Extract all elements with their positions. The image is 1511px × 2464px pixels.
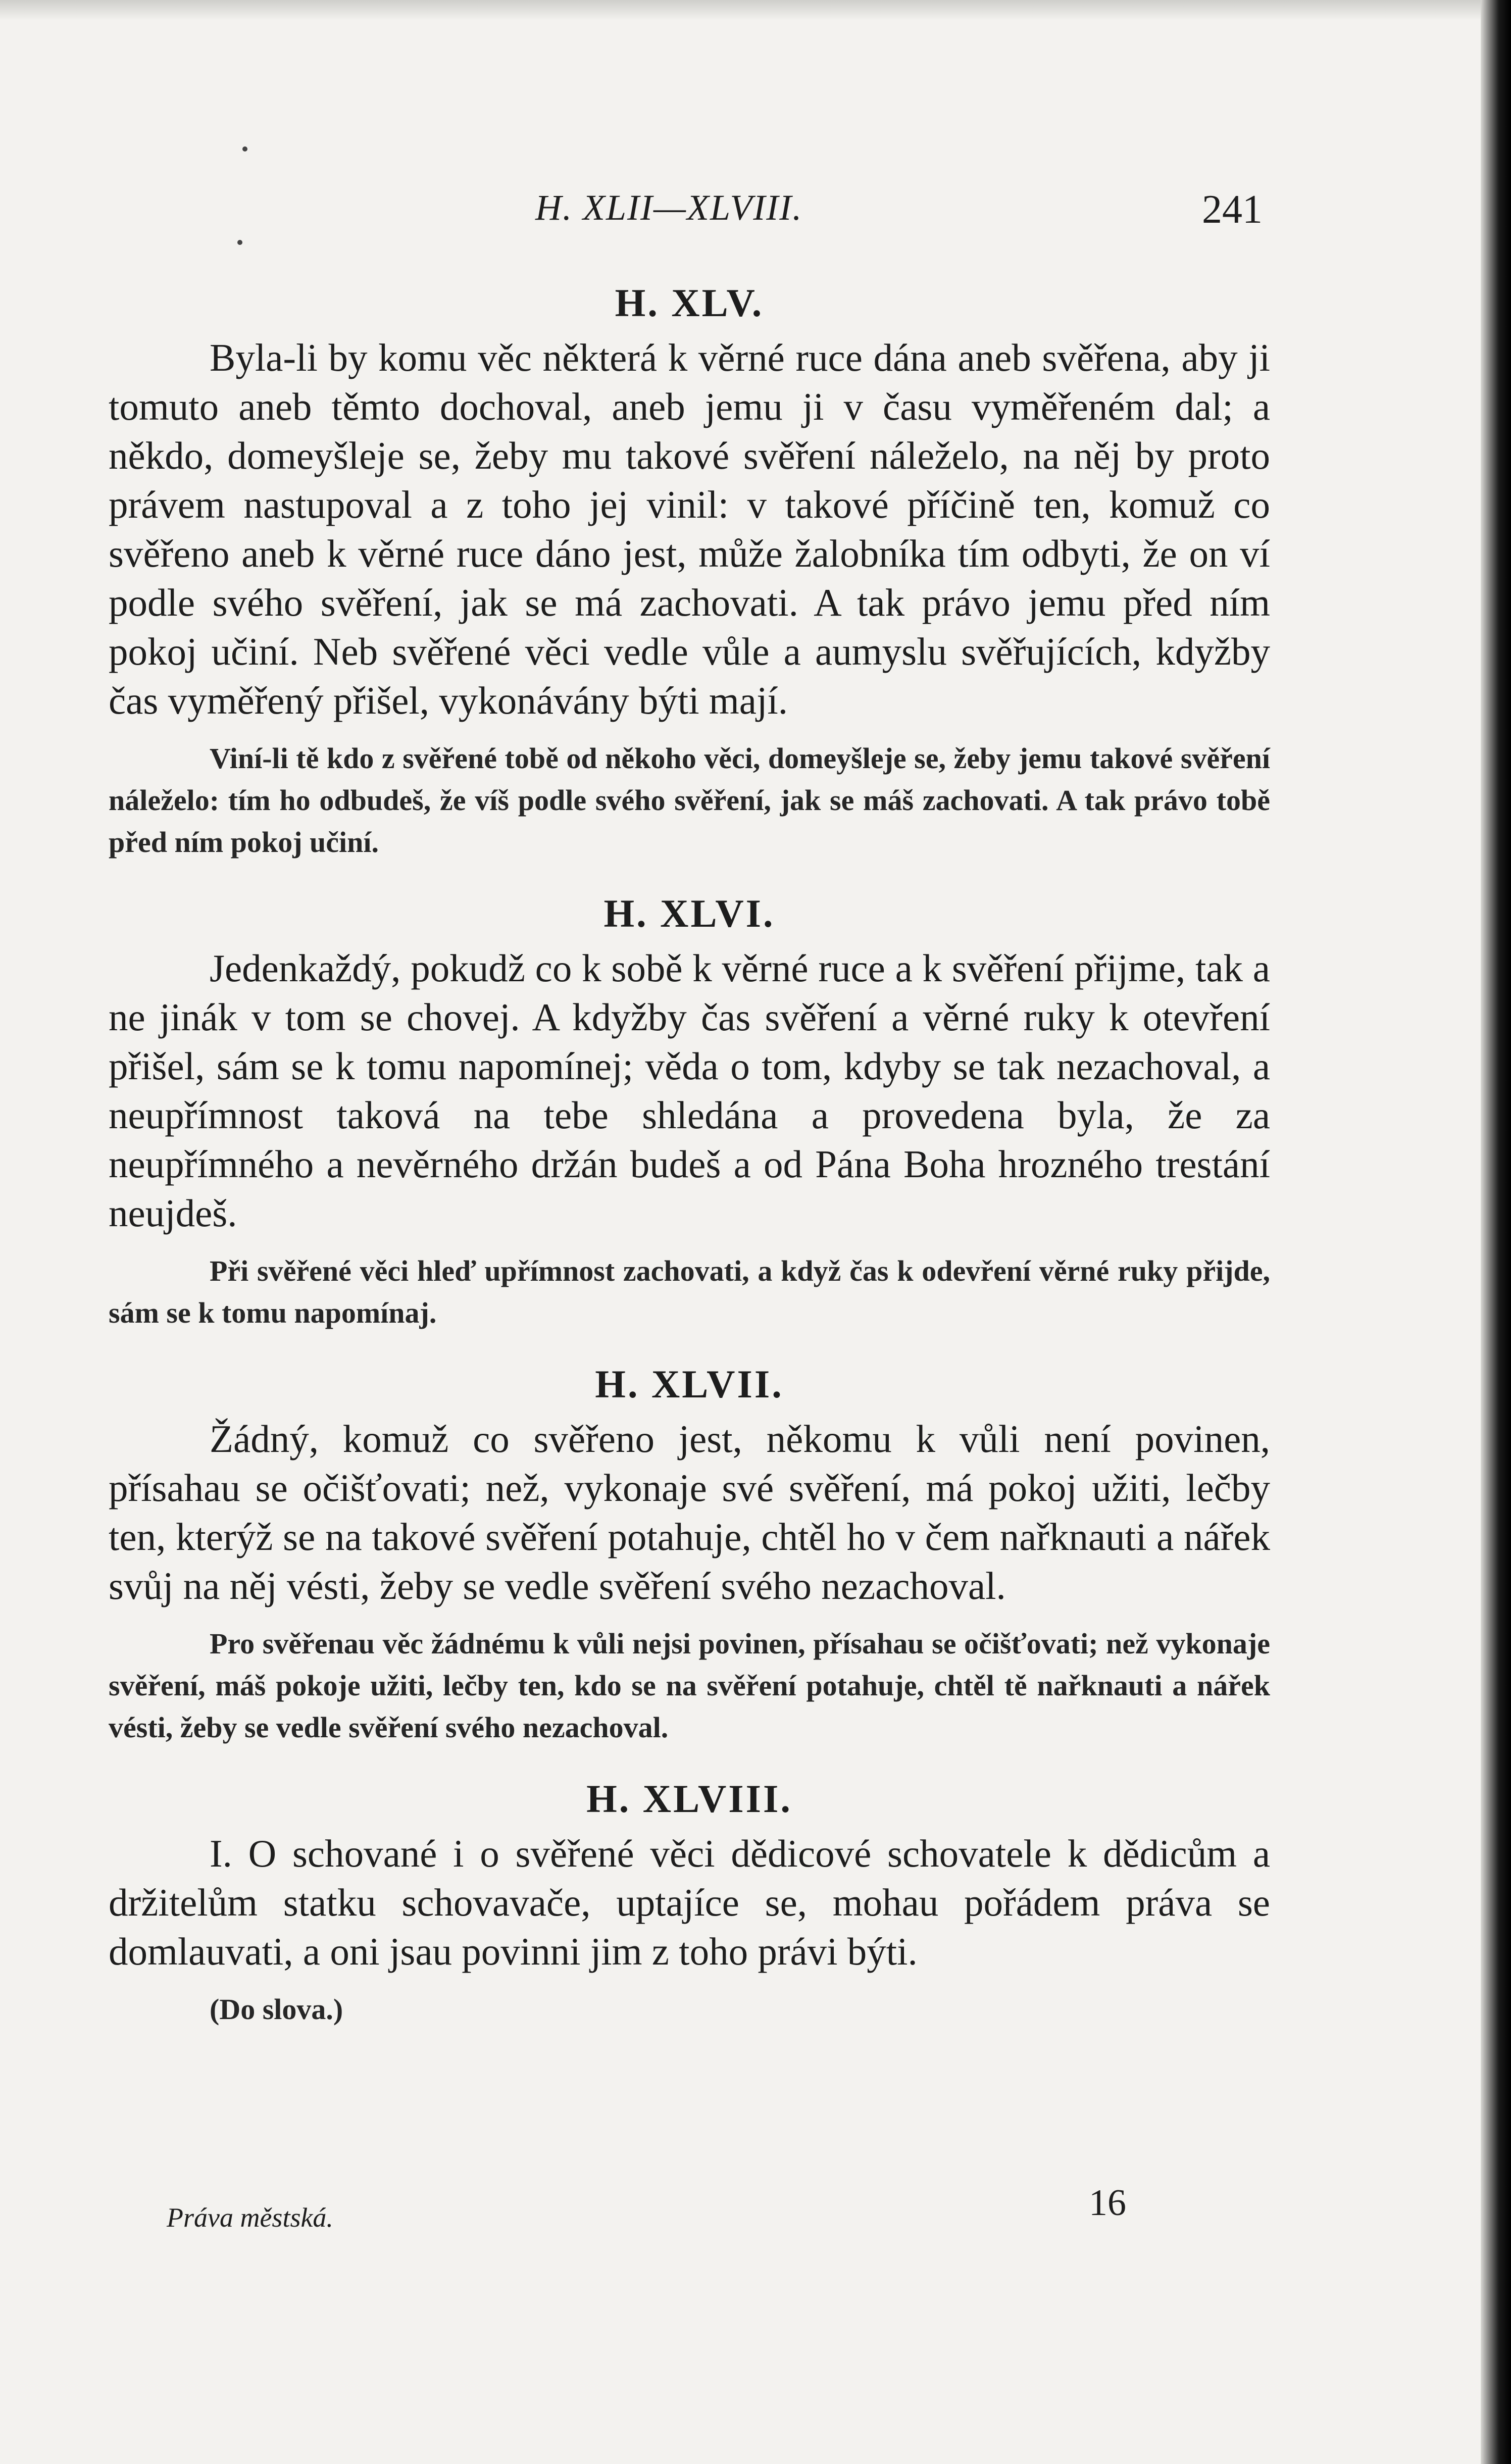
page-body: [109, 273, 1270, 2030]
section-text: Jedenkaždý, pokudž co k sobě k věrné ruce a k svěření přijme, tak a ne jinák v tom se chovej. A kdyžby čas svěření a věrné ruky k otevření přišel, sám se k tomu napomínej; věda o tom, kdyby se tak nezachoval, a neupřímnost taková na tebe shledána a provedena byla, že za neupřímného a nevěrného držán budeš a od Pána Boha hrozného trestání neujdeš.: [109, 946, 1270, 1235]
section-heading: H. XLVIII.: [586, 1777, 792, 1821]
closing-note: (Do slova.): [210, 1993, 343, 2026]
section-text: Byla-li by komu věc některá k věrné ruce dána aneb svěřena, aby ji tomuto aneb těmto dochoval, aneb jemu ji v času vyměřeném dal; a někdo, domeyšleje se, žeby mu takové svěření náleželo, na něj by proto právem nastupoval a z toho jej vinil: v takové příčině ten, komuž co svěřeno aneb k věrné ruce dáno jest, může žalobníka tím odbyti, že on ví podle svého svěření, jak se má zachovati. A tak právo jemu před ním pokoj učiní. Neb svěřené věci vedle vůle a aumyslu svěřujících, kdyžby čas vyměřený přišel, vykonávány býti mají.: [109, 336, 1270, 722]
page-top-edge: [0, 0, 1511, 20]
section-heading: H. XLVII.: [595, 1362, 784, 1406]
section-text: Žádný, komuž co svěřeno jest, někomu k vůli není povinen, přísahau se očišťovati; než, vykonaje své svěření, má pokoj užiti, lečby ten, kterýž se na takové svěření potahuje, chtěl ho v čem nařknauti a nářek svůj na něj vésti, žeby se vedle svěření svého nezachoval.: [109, 1417, 1270, 1607]
section-note: Viní-li tě kdo z svěřené tobě od někoho věci, domeyšleje se, žeby jemu takové svěření náleželo: tím ho odbudeš, že víš podle svého svěření, jak se máš zachovati. A tak právo tobě před ním pokoj učiní.: [109, 742, 1270, 859]
page-header: [535, 182, 1263, 242]
speck: [242, 146, 247, 152]
source-title: Práva městská.: [167, 2202, 333, 2233]
speck: [237, 240, 242, 245]
section-heading: H. XLVI.: [603, 891, 775, 935]
section-note: Pro svěřenau věc žádnému k vůli nejsi povinen, přísahau se očišťovati; než vykonaje svěření, máš pokoje užiti, lečby ten, kdo se na svěření potahuje, chtěl tě nařknauti a nářek vésti, žeby se vedle svěření svého nezachoval.: [109, 1627, 1270, 1744]
page-binding-edge: [1481, 0, 1511, 2464]
signature-mark: 16: [1089, 2182, 1126, 2224]
section-text: I. O schované i o svěřené věci dědicové schovatele k dědicům a držitelům statku schovavače, uptajíce se, mohau pořádem práva se domlauvati, a oni jsau povinni jim z toho právi býti.: [109, 1832, 1270, 1973]
running-title: H. XLII—XLVIII.: [535, 187, 803, 228]
page-footer: [167, 2172, 1126, 2237]
section-heading: H. XLV.: [615, 281, 764, 325]
section-note: Při svěřené věci hleď upřímnost zachovati, a když čas k odevření věrné ruky přijde, sám se k tomu napomínaj.: [109, 1254, 1270, 1329]
page-number: 241: [1202, 187, 1263, 232]
